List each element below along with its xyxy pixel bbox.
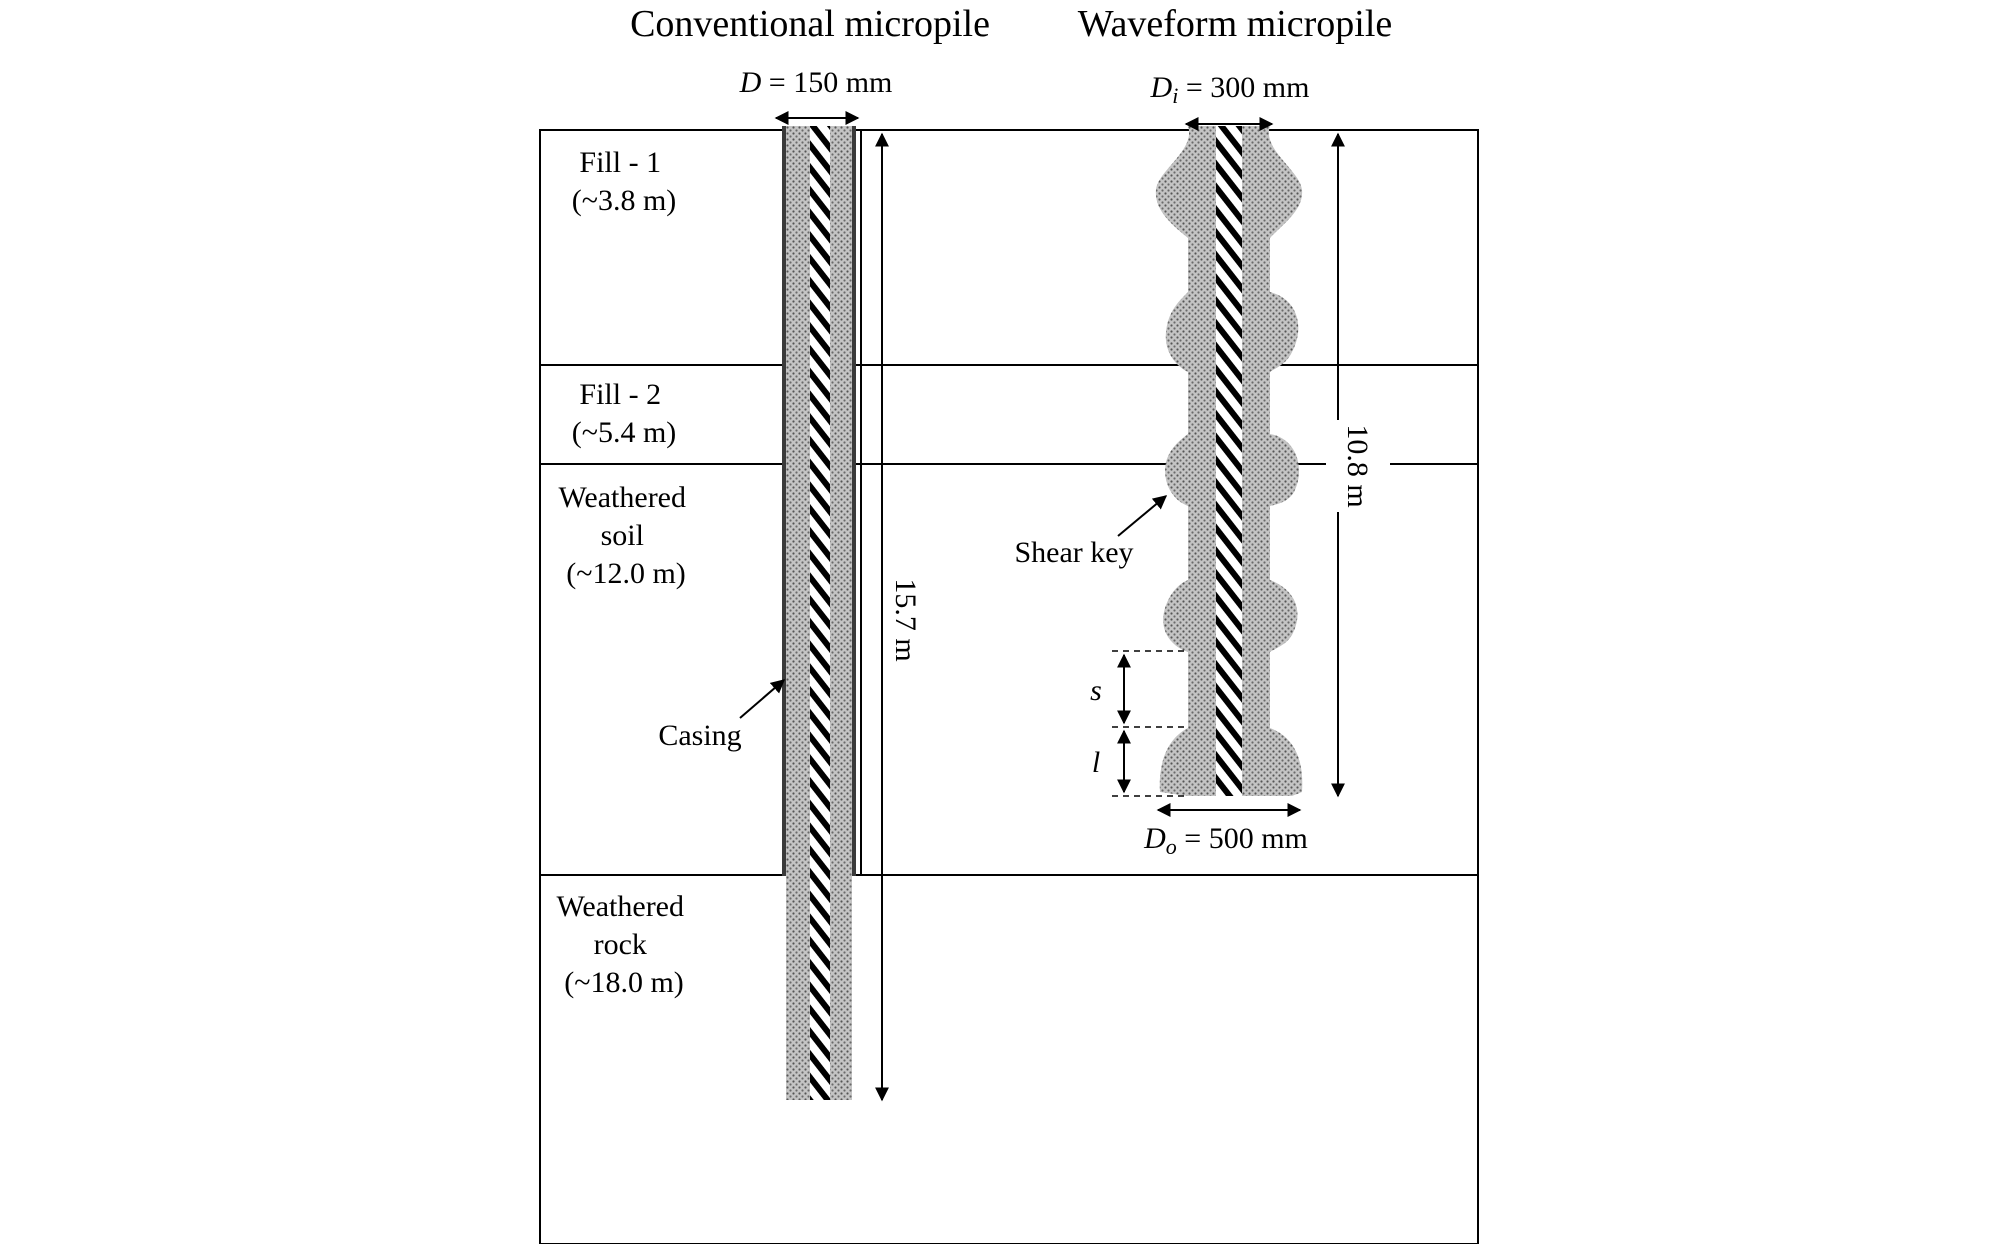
dimension-symbol: D (1150, 71, 1173, 104)
layer-line: (~18.0 m) (564, 966, 684, 999)
layer-line: soil (600, 519, 644, 552)
conventional-micropile-title: Conventional micropile (630, 3, 990, 45)
layer-line: (~5.4 m) (571, 416, 677, 449)
layer-line: (~12.0 m) (566, 557, 686, 590)
layer-label-fill-2 (572, 378, 677, 449)
layer-label-weathered-soil (559, 481, 694, 590)
layer-line: rock (593, 928, 647, 961)
waveform-micropile (1156, 126, 1302, 796)
outer-diameter-label (1143, 822, 1308, 859)
dimension-value: = 500 mm (1176, 822, 1308, 855)
dimension-value: = 150 mm (761, 66, 893, 99)
waveform-micropile-title: Waveform micropile (1077, 3, 1393, 45)
layer-line: Weathered (558, 481, 686, 514)
conventional-steel-bar (810, 126, 830, 1100)
layer-line: Weathered (556, 890, 684, 923)
shear-key-pointer-arrow (1118, 496, 1166, 536)
layer-line: (~3.8 m) (571, 184, 677, 217)
key-length-label: l (1091, 746, 1101, 779)
layer-label-fill-1 (572, 146, 677, 217)
casing (782, 126, 786, 876)
dimension-value: = 300 mm (1178, 71, 1310, 104)
casing (852, 126, 856, 876)
conventional-diameter-label (739, 66, 893, 99)
waveform-steel-bar (1216, 126, 1242, 796)
inner-diameter-label (1150, 71, 1310, 108)
layer-line: Fill - 2 (579, 378, 662, 411)
dimension-subscript: i (1172, 83, 1179, 108)
casing-label: Casing (658, 719, 742, 752)
dimension-symbol: D (739, 66, 762, 99)
dimension-subscript: o (1165, 834, 1177, 859)
conventional-micropile (782, 126, 861, 1100)
layer-label-weathered-rock (557, 890, 692, 999)
shear-key-label: Shear key (1014, 536, 1134, 569)
waveform-length-label: 10.8 m (1341, 424, 1374, 508)
layer-line: Fill - 1 (579, 146, 662, 179)
spacing-label: s (1090, 674, 1102, 707)
conventional-length-label: 15.7 m (889, 578, 922, 662)
casing-pointer-arrow (740, 680, 784, 718)
dimension-symbol: D (1144, 822, 1166, 855)
